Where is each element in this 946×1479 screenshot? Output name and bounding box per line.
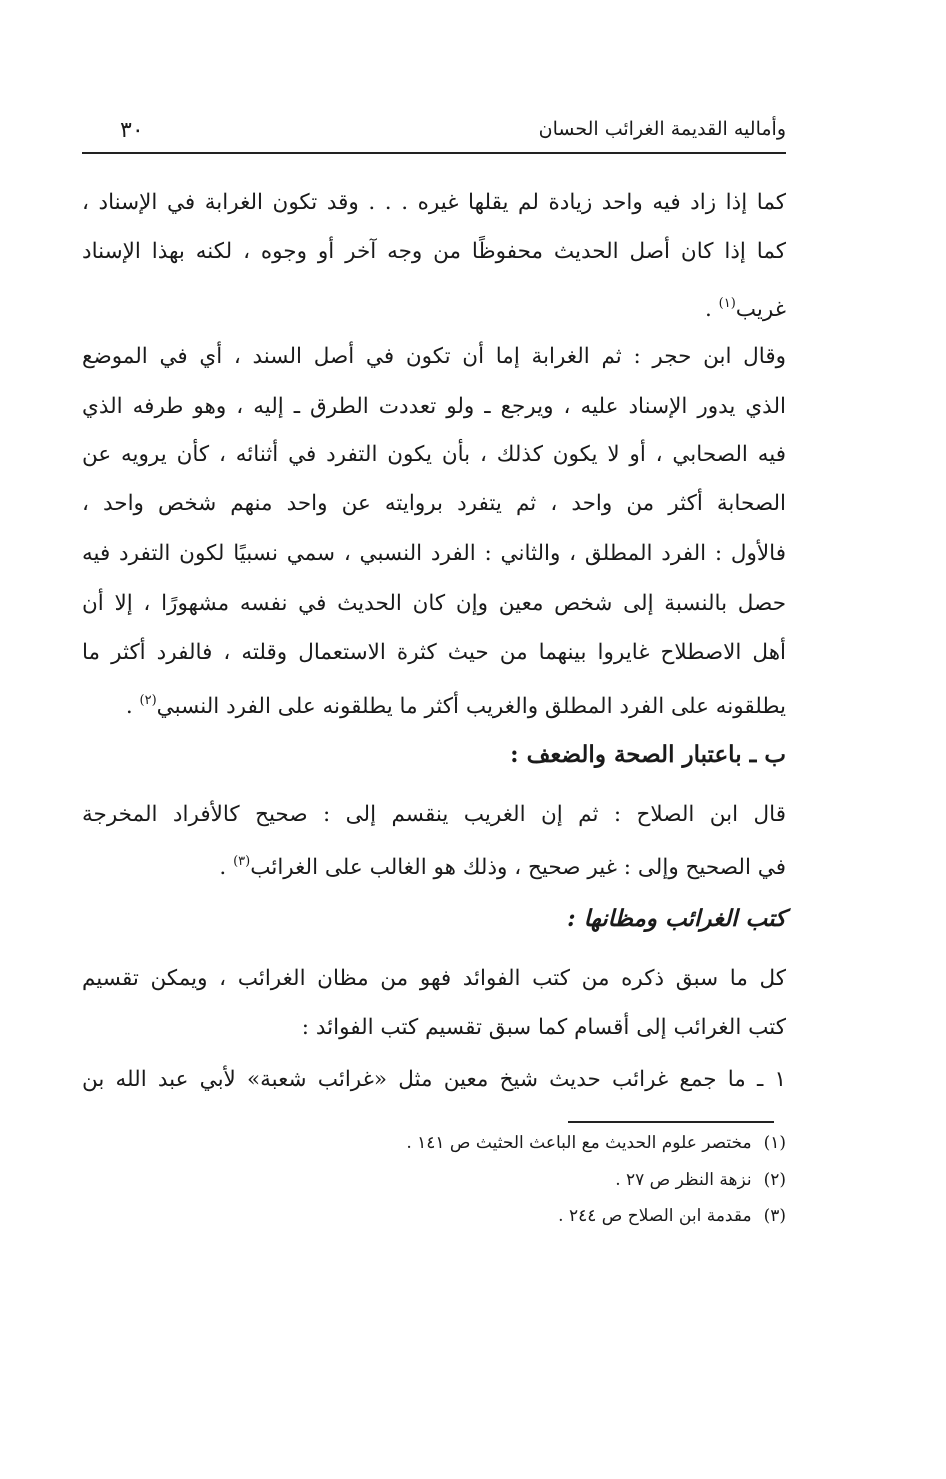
text-line: كتب الغرائب إلى أقسام كما سبق تقسيم كتب الفوائد : <box>301 1015 786 1040</box>
footnote-ref: (٣) <box>233 854 251 869</box>
page-header <box>82 112 786 154</box>
text-line-content: غريب <box>735 297 786 322</box>
footnote-ref: (١) <box>718 296 736 311</box>
text-line: الذي يدور الإسناد عليه ، ويرجع ـ ولو تعددت الطرق ـ إليه ، وهو طرفه الذي <box>82 394 786 419</box>
text-line: الصحابة أكثر من واحد ، ثم يتفرد بروايته عن واحد منهم شخص واحد ، <box>82 491 786 516</box>
text-line: حصل بالنسبة إلى شخص معين وإن كان الحديث في نفسه مشهورًا ، إلا أن <box>82 591 786 616</box>
text-line: كل ما سبق ذكره من كتب الفوائد فهو من مظان الغرائب ، ويمكن تقسيم <box>82 966 786 991</box>
text-line <box>82 287 786 321</box>
footnote-text: مقدمة ابن الصلاح ص ٢٤٤ . <box>558 1206 752 1226</box>
text-line <box>82 684 786 718</box>
footnote <box>82 1203 786 1229</box>
footnote <box>82 1167 786 1193</box>
footnote-text: مختصر علوم الحديث مع الباعث الحثيث ص ١٤١ . <box>406 1133 752 1153</box>
line-end-mark: . <box>704 297 719 322</box>
footnote-divider <box>568 1121 774 1123</box>
line-end-mark: . <box>219 855 234 880</box>
line-end-mark: . <box>125 694 140 719</box>
text-line-content: في الصحيح وإلى : غير صحيح ، وذلك هو الغالب على الغرائب <box>250 855 786 880</box>
footnote-number: (١) <box>763 1133 786 1153</box>
text-line: ١ ـ ما جمع غرائب حديث شيخ معين مثل «غرائب شعبة» لأبي عبد الله بن <box>82 1067 786 1092</box>
footnote-text: نزهة النظر ص ٢٧ . <box>615 1170 752 1190</box>
text-line: فالأول : الفرد المطلق ، والثاني : الفرد النسبي ، سمي نسبيًا لكون التفرد فيه <box>82 541 786 566</box>
text-line: كما إذا زاد فيه واحد زيادة لم يقلها غيره . . . وقد تكون الغرابة في الإسناد ، <box>82 190 786 215</box>
running-title: وأماليه القديمة الغرائب الحسان <box>538 118 786 140</box>
footnote <box>82 1130 786 1156</box>
text-line: كما إذا كان أصل الحديث محفوظًا من وجه آخر أو وجوه ، لكنه بهذا الإسناد <box>82 239 786 264</box>
text-line: وقال ابن حجر : ثم الغرابة إما أن تكون في أصل السند ، أي في الموضع <box>82 344 786 369</box>
page-number: ٣٠ <box>120 118 144 143</box>
footnote-ref: (٢) <box>139 693 157 708</box>
text-line: أهل الاصطلاح غايروا بينهما من حيث كثرة الاستعمال وقلته ، فالفرد أكثر ما <box>82 640 786 665</box>
text-line: قال ابن الصلاح : ثم إن الغريب ينقسم إلى : صحيح كالأفراد المخرجة <box>82 802 786 827</box>
text-line-content: يطلقونه على الفرد المطلق والغريب أكثر ما يطلقونه على الفرد النسبي <box>156 694 786 719</box>
text-line <box>82 845 786 879</box>
text-line: فيه الصحابي ، أو لا يكون كذلك ، بأن يكون التفرد في أثنائه ، كأن يرويه عن <box>82 442 786 467</box>
footnote-number: (٣) <box>763 1206 786 1226</box>
footnote-number: (٢) <box>763 1170 786 1190</box>
section-heading: كتب الغرائب ومظانها : <box>567 905 786 932</box>
section-heading: ب ـ باعتبار الصحة والضعف : <box>510 741 786 768</box>
